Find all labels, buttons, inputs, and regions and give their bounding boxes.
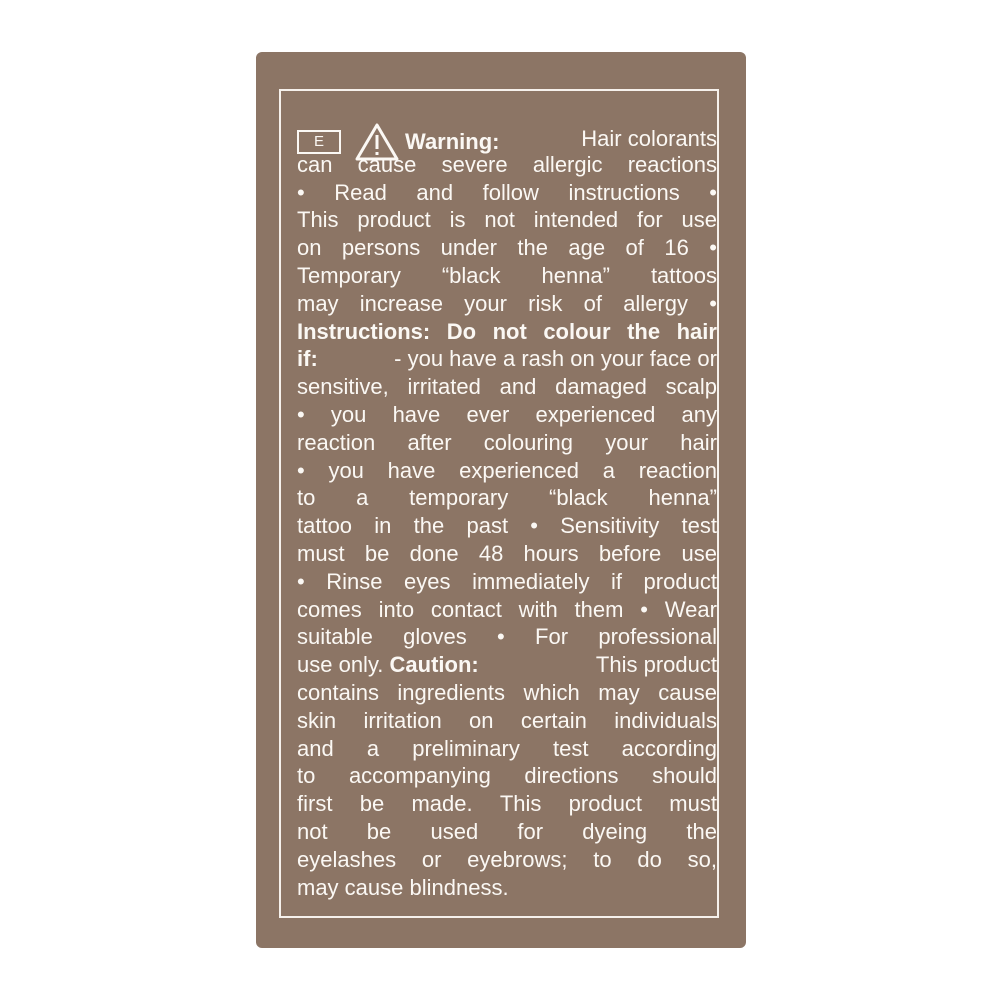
- text-line: [297, 651, 717, 679]
- warning-text-block: [297, 123, 717, 901]
- line-text: Temporary “black henna” tattoos: [297, 262, 717, 288]
- line-text: and a preliminary test according: [297, 735, 717, 761]
- text-line: [297, 596, 717, 624]
- line-text: reaction after colouring your hair: [297, 429, 717, 455]
- warning-heading-text: Hair colorants: [581, 126, 717, 151]
- line-left: [297, 651, 479, 679]
- text-line: [297, 318, 717, 346]
- line-text: • you have ever experienced any: [297, 401, 717, 427]
- line-text: This product is not intended for use: [297, 207, 717, 233]
- text-line: [297, 623, 717, 651]
- line-text: - you have a rash on your face or: [388, 346, 717, 372]
- text-line: [297, 429, 717, 457]
- line-text: • you have experienced a reaction: [297, 457, 717, 483]
- text-line: [297, 262, 717, 290]
- line-text: skin irritation on certain individuals: [297, 707, 717, 733]
- line-text: not be used for dyeing the: [297, 818, 717, 844]
- line-text: on persons under the age of 16 •: [297, 235, 717, 261]
- text-line: [297, 373, 717, 401]
- text-line: [297, 846, 717, 874]
- text-line: [297, 401, 717, 429]
- product-label-card: [256, 52, 746, 948]
- text-line: [297, 457, 717, 485]
- line-text: • Rinse eyes immediately if product: [297, 568, 717, 594]
- text-line: [297, 874, 717, 902]
- header-line: [297, 123, 717, 155]
- line-text: contains ingredients which may cause: [297, 679, 717, 705]
- line-text: This product: [590, 652, 717, 678]
- text-line: [297, 707, 717, 735]
- text-line: [297, 818, 717, 846]
- line-text: can cause severe allergic reactions: [297, 151, 717, 177]
- text-line: [297, 790, 717, 818]
- line-text: may cause blindness.: [297, 874, 509, 900]
- line-text: tattoo in the past • Sensitivity test: [297, 513, 717, 539]
- text-line: [297, 762, 717, 790]
- line-text: must be done 48 hours before use: [297, 540, 717, 566]
- text-line: [297, 512, 717, 540]
- text-line: [297, 151, 717, 179]
- text-line: [297, 735, 717, 763]
- line-text: may increase your risk of allergy •: [297, 290, 717, 316]
- text-line: [297, 206, 717, 234]
- line-text: comes into contact with them • Wear: [297, 596, 717, 622]
- e-badge: E: [297, 130, 341, 154]
- text-line: [297, 179, 717, 207]
- line-text: to accompanying directions should: [297, 763, 717, 789]
- text-line: [297, 568, 717, 596]
- line-text: • Read and follow instructions •: [297, 179, 717, 205]
- text-line: [297, 290, 717, 318]
- text-line: [297, 540, 717, 568]
- instructions-heading: Instructions: Do not colour the hair: [297, 318, 717, 344]
- line-text: first be made. This product must: [297, 791, 717, 817]
- warning-heading: Warning:: [405, 129, 500, 155]
- line-text: use only.: [297, 652, 390, 678]
- line-text: sensitive, irritated and damaged scalp: [297, 374, 717, 400]
- line-text: suitable gloves • For professional: [297, 624, 717, 650]
- line-text: eyelashes or eyebrows; to do so,: [297, 846, 717, 872]
- text-line: [297, 234, 717, 262]
- bold-text: if:: [297, 346, 318, 372]
- line-text: to a temporary “black henna”: [297, 485, 717, 511]
- caution-heading: Caution:: [389, 652, 479, 678]
- text-line: [297, 345, 717, 373]
- text-line: [297, 484, 717, 512]
- text-line: [297, 679, 717, 707]
